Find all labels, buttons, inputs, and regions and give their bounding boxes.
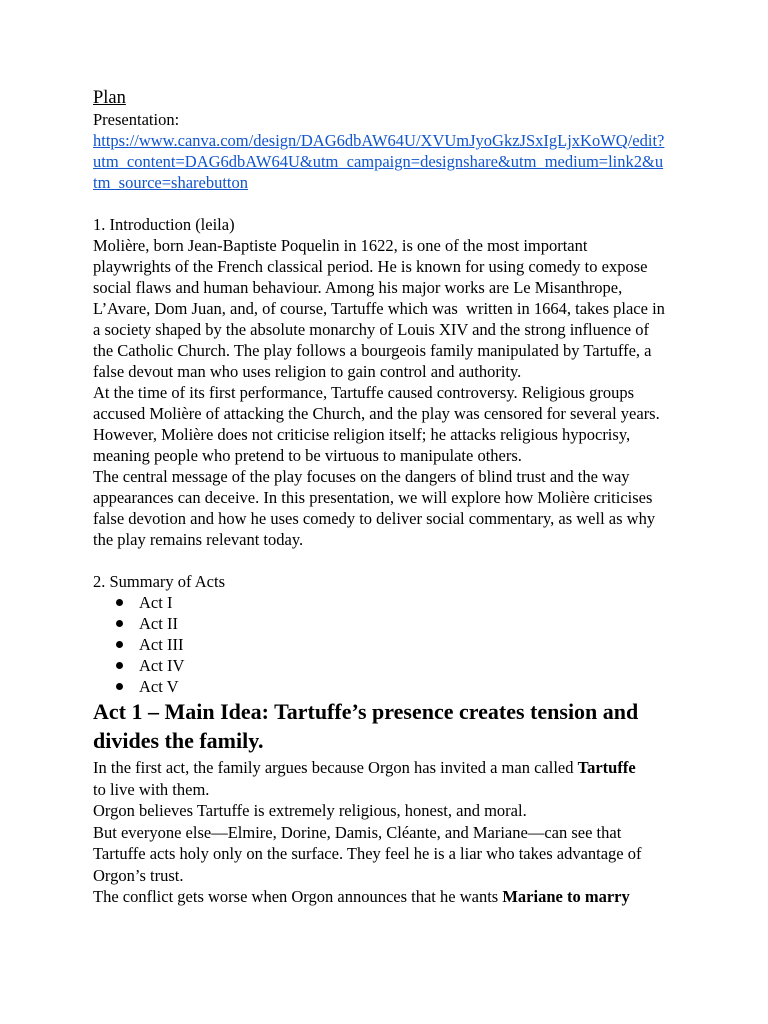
text-line: At the time of its first performance, Tartuffe caused controversy. Religious groups — [93, 383, 635, 402]
act-label: Act V — [139, 677, 179, 696]
text-line: social flaws and human behaviour. Among his major works are Le Misanthrope, — [93, 278, 623, 297]
text-line: a society shaped by the absolute monarchy of Louis XIV and the strong influence of — [93, 320, 649, 339]
text-line: Molière, born Jean-Baptiste Poquelin in 1622, is one of the most important — [93, 236, 588, 255]
act-label: Act I — [139, 593, 173, 612]
text-line: the Catholic Church. The play follows a bourgeois family manipulated by Tartuffe, a — [93, 341, 652, 360]
text-line: to live with them. — [93, 779, 210, 799]
document-page — [93, 87, 733, 908]
act-label: Act II — [139, 614, 178, 633]
presentation-link[interactable] — [93, 130, 733, 193]
text-segment: In the first act, the family argues because Orgon has invited a man called — [93, 758, 578, 777]
act1-body — [93, 757, 733, 908]
link-line[interactable]: https://www.canva.com/design/DAG6dbAW64U/XVUmJyoGkzJSxIgLjxKoWQ/edit? — [93, 131, 665, 150]
heading-line: divides the family. — [93, 728, 264, 753]
heading-line: Act 1 – Main Idea: Tartuffe’s presence creates tension and — [93, 699, 639, 724]
list-item — [93, 592, 733, 613]
text-line: But everyone else—Elmire, Dorine, Damis, Cléante, and Mariane—can see that — [93, 822, 622, 842]
list-item — [93, 634, 733, 655]
text-line: playwrights of the French classical period. He is known for using comedy to expose — [93, 257, 648, 276]
text-line: false devotion and how he uses comedy to deliver social commentary, as well as why — [93, 509, 656, 528]
text-line: However, Molière does not criticise religion itself; he attacks religious hypocrisy, — [93, 425, 631, 444]
spacer — [93, 193, 733, 214]
text-line: Orgon’s trust. — [93, 865, 184, 885]
introduction-paragraph — [93, 235, 733, 382]
summary-section — [93, 571, 733, 697]
spacer — [93, 550, 733, 571]
list-item — [93, 613, 733, 634]
bold-segment: Mariane to marry — [502, 887, 630, 906]
link-line[interactable]: utm_content=DAG6dbAW64U&utm_campaign=designshare&utm_medium=link2&u — [93, 152, 664, 171]
text-line: the play remains relevant today. — [93, 530, 304, 549]
act-label: Act III — [139, 635, 184, 654]
text-line: L’Avare, Dom Juan, and, of course, Tartuffe which was written in 1664, takes place in — [93, 299, 665, 318]
act1-heading — [93, 697, 733, 755]
introduction-paragraph — [93, 382, 733, 466]
text-line: appearances can deceive. In this presentation, we will explore how Molière criticises — [93, 488, 653, 507]
text-line: meaning people who pretend to be virtuous to manipulate others. — [93, 446, 522, 465]
act-label: Act IV — [139, 656, 185, 675]
list-item — [93, 676, 733, 697]
text-line — [93, 757, 733, 779]
bullet-icon — [116, 662, 123, 669]
introduction-section — [93, 214, 733, 550]
text-segment: The conflict gets worse when Orgon announces that he wants — [93, 887, 503, 906]
text-line: Orgon believes Tartuffe is extremely religious, honest, and moral. — [93, 801, 527, 820]
text-line: false devout man who uses religion to gain control and authority. — [93, 362, 522, 381]
list-item — [93, 655, 733, 676]
introduction-heading: 1. Introduction (leila) — [93, 215, 235, 234]
text-line: Tartuffe acts holy only on the surface. They feel he is a liar who takes advantage of — [93, 844, 642, 863]
introduction-paragraph — [93, 466, 733, 550]
plan-title: Plan — [93, 88, 126, 108]
bullet-icon — [116, 683, 123, 690]
acts-list — [93, 592, 733, 697]
summary-heading: 2. Summary of Acts — [93, 572, 225, 591]
bullet-icon — [116, 599, 123, 606]
link-line[interactable]: tm_source=sharebutton — [93, 173, 249, 192]
text-line — [93, 886, 733, 908]
bullet-icon — [116, 641, 123, 648]
act1-section — [93, 697, 733, 908]
text-line: The central message of the play focuses on the dangers of blind trust and the way — [93, 467, 630, 486]
presentation-label: Presentation: — [93, 110, 180, 129]
text-line: accused Molière of attacking the Church, and the play was censored for several years. — [93, 404, 660, 423]
bullet-icon — [116, 620, 123, 627]
bold-segment: Tartuffe — [577, 758, 636, 777]
